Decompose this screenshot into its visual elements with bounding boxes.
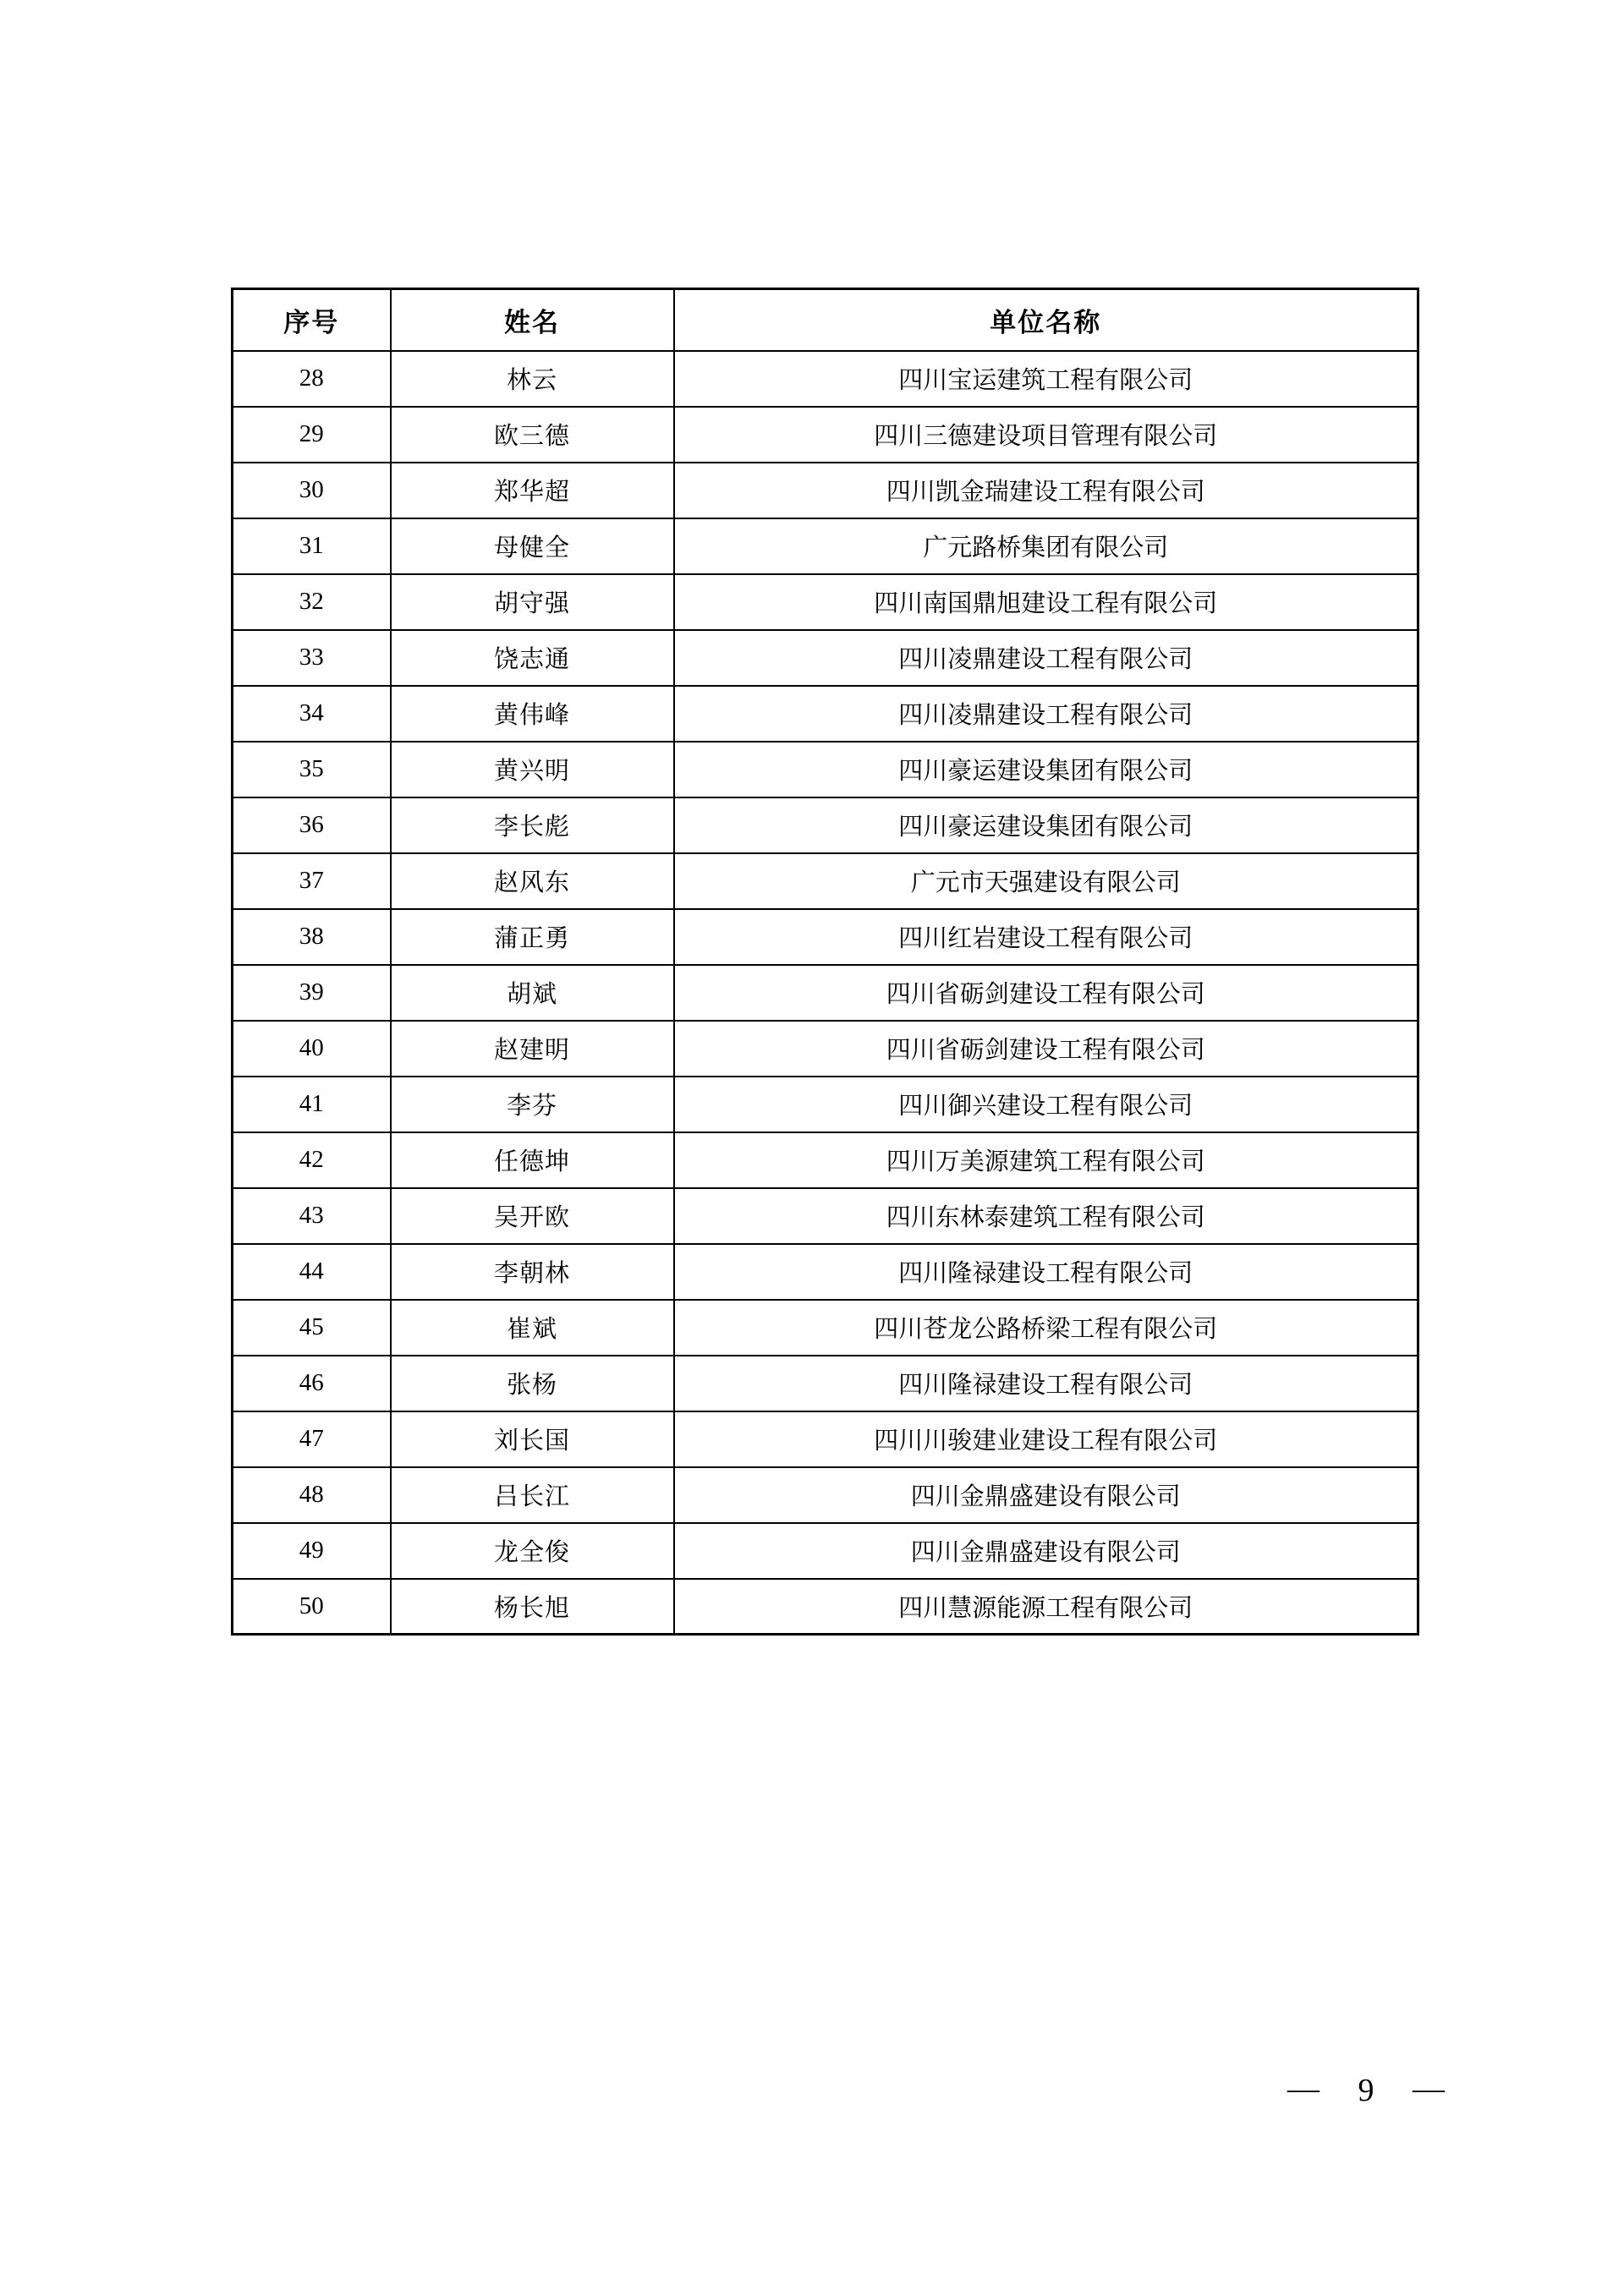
serial-cell: 48 — [233, 1467, 391, 1523]
serial-cell: 47 — [233, 1411, 391, 1467]
company-cell: 四川川骏建业建设工程有限公司 — [674, 1411, 1418, 1467]
table-row — [233, 742, 1418, 797]
company-cell: 四川金鼎盛建设有限公司 — [674, 1523, 1418, 1579]
table-row — [233, 1132, 1418, 1188]
name-cell: 饶志通 — [391, 630, 674, 686]
serial-cell: 37 — [233, 853, 391, 909]
table-row — [233, 1300, 1418, 1356]
table-row — [233, 797, 1418, 853]
serial-cell: 30 — [233, 463, 391, 518]
serial-cell: 40 — [233, 1021, 391, 1077]
serial-cell: 39 — [233, 965, 391, 1021]
table-row — [233, 1411, 1418, 1467]
table-row — [233, 518, 1418, 574]
table-row — [233, 686, 1418, 742]
table-row — [233, 351, 1418, 407]
table-row — [233, 1356, 1418, 1411]
serial-cell: 33 — [233, 630, 391, 686]
table-row — [233, 407, 1418, 463]
serial-cell: 46 — [233, 1356, 391, 1411]
table-row — [233, 463, 1418, 518]
roster-table — [231, 288, 1419, 1636]
company-cell: 四川金鼎盛建设有限公司 — [674, 1467, 1418, 1523]
header-company-name: 单位名称 — [674, 289, 1418, 351]
serial-cell: 49 — [233, 1523, 391, 1579]
table-row — [233, 853, 1418, 909]
company-cell: 四川红岩建设工程有限公司 — [674, 909, 1418, 965]
company-cell: 四川东林泰建筑工程有限公司 — [674, 1188, 1418, 1244]
serial-cell: 41 — [233, 1077, 391, 1132]
company-cell: 四川省砺剑建设工程有限公司 — [674, 1021, 1418, 1077]
company-cell: 四川三德建设项目管理有限公司 — [674, 407, 1418, 463]
company-cell: 四川万美源建筑工程有限公司 — [674, 1132, 1418, 1188]
company-cell: 四川隆禄建设工程有限公司 — [674, 1356, 1418, 1411]
header-name: 姓名 — [391, 289, 674, 351]
name-cell: 吴开欧 — [391, 1188, 674, 1244]
serial-cell: 31 — [233, 518, 391, 574]
table-row — [233, 1579, 1418, 1635]
company-cell: 四川凌鼎建设工程有限公司 — [674, 686, 1418, 742]
company-cell: 四川豪运建设集团有限公司 — [674, 742, 1418, 797]
serial-cell: 45 — [233, 1300, 391, 1356]
serial-cell: 44 — [233, 1244, 391, 1300]
table-row — [233, 909, 1418, 965]
table-header-row — [233, 289, 1418, 351]
company-cell: 广元路桥集团有限公司 — [674, 518, 1418, 574]
name-cell: 任德坤 — [391, 1132, 674, 1188]
company-cell: 四川隆禄建设工程有限公司 — [674, 1244, 1418, 1300]
company-cell: 四川慧源能源工程有限公司 — [674, 1579, 1418, 1635]
table-row — [233, 1021, 1418, 1077]
serial-cell: 50 — [233, 1579, 391, 1635]
name-cell: 林云 — [391, 351, 674, 407]
name-cell: 杨长旭 — [391, 1579, 674, 1635]
name-cell: 欧三德 — [391, 407, 674, 463]
name-cell: 吕长江 — [391, 1467, 674, 1523]
company-cell: 广元市天强建设有限公司 — [674, 853, 1418, 909]
company-cell: 四川南国鼎旭建设工程有限公司 — [674, 574, 1418, 630]
table-row — [233, 965, 1418, 1021]
name-cell: 胡守强 — [391, 574, 674, 630]
name-cell: 黄伟峰 — [391, 686, 674, 742]
name-cell: 母健全 — [391, 518, 674, 574]
name-cell: 刘长国 — [391, 1411, 674, 1467]
name-cell: 龙全俊 — [391, 1523, 674, 1579]
name-cell: 黄兴明 — [391, 742, 674, 797]
company-cell: 四川省砺剑建设工程有限公司 — [674, 965, 1418, 1021]
table-row — [233, 1244, 1418, 1300]
serial-cell: 32 — [233, 574, 391, 630]
header-serial-number: 序号 — [233, 289, 391, 351]
company-cell: 四川凯金瑞建设工程有限公司 — [674, 463, 1418, 518]
name-cell: 张杨 — [391, 1356, 674, 1411]
serial-cell: 36 — [233, 797, 391, 853]
name-cell: 赵建明 — [391, 1021, 674, 1077]
serial-cell: 29 — [233, 407, 391, 463]
name-cell: 李朝林 — [391, 1244, 674, 1300]
table-row — [233, 1188, 1418, 1244]
footer-right-dash: — — [1413, 2071, 1445, 2107]
name-cell: 李长彪 — [391, 797, 674, 853]
table-row — [233, 574, 1418, 630]
name-cell: 赵风东 — [391, 853, 674, 909]
serial-cell: 34 — [233, 686, 391, 742]
serial-cell: 35 — [233, 742, 391, 797]
name-cell: 胡斌 — [391, 965, 674, 1021]
serial-cell: 42 — [233, 1132, 391, 1188]
company-cell: 四川御兴建设工程有限公司 — [674, 1077, 1418, 1132]
page-footer — [1287, 2072, 1445, 2109]
page-number: 9 — [1358, 2073, 1374, 2108]
company-cell: 四川苍龙公路桥梁工程有限公司 — [674, 1300, 1418, 1356]
name-cell: 李芬 — [391, 1077, 674, 1132]
company-cell: 四川豪运建设集团有限公司 — [674, 797, 1418, 853]
footer-left-dash: — — [1287, 2071, 1320, 2107]
serial-cell: 38 — [233, 909, 391, 965]
table-row — [233, 1523, 1418, 1579]
name-cell: 郑华超 — [391, 463, 674, 518]
name-cell: 崔斌 — [391, 1300, 674, 1356]
company-cell: 四川宝运建筑工程有限公司 — [674, 351, 1418, 407]
name-cell: 蒲正勇 — [391, 909, 674, 965]
table-row — [233, 1467, 1418, 1523]
serial-cell: 43 — [233, 1188, 391, 1244]
table-row — [233, 630, 1418, 686]
serial-cell: 28 — [233, 351, 391, 407]
table-row — [233, 1077, 1418, 1132]
company-cell: 四川凌鼎建设工程有限公司 — [674, 630, 1418, 686]
